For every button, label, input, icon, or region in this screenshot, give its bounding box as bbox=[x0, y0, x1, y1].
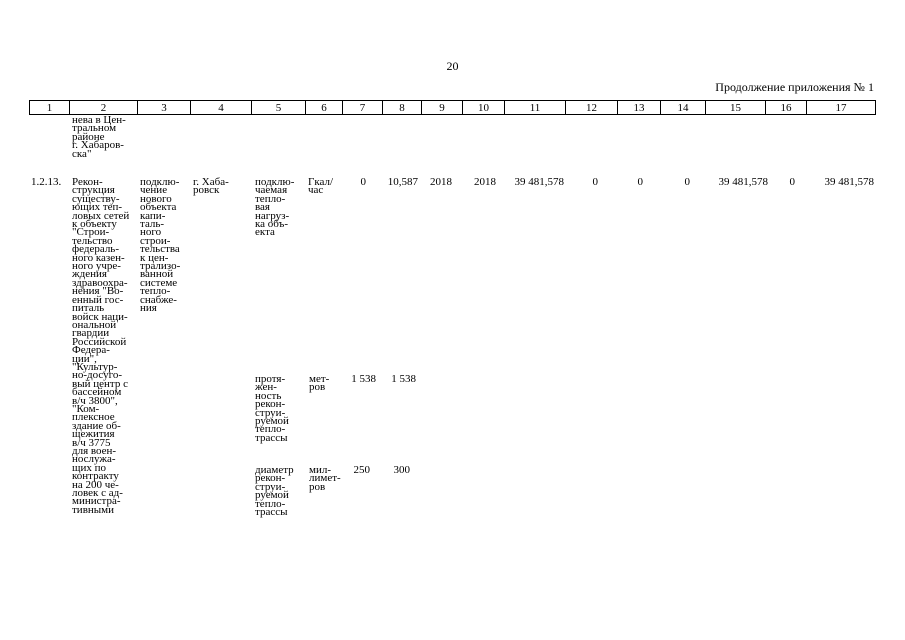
column-header: 6 bbox=[306, 101, 343, 115]
col17-value: 39 481,578 bbox=[824, 176, 874, 188]
object-name: Рекон- струкция существу- ющих теп- ловых сетей к объекту "Строи- тельство федераль- ного казен- ного учре- ждения здравоохра- нения "Во- енный гос- питаль войск наци- ональной гвардии Российской Федера- ции", "Культур- но-досуго- вый центр с бассейном в/ч 3800", "Ком- плексное здание об- щежития в/ч 3775 для воен- нослужа- щих по контракту на 200 че- ловек с ад- министра- тивными bbox=[72, 176, 130, 516]
column-header: 3 bbox=[138, 101, 191, 115]
param-diameter-after: 300 bbox=[393, 464, 410, 476]
year-start: 2018 bbox=[430, 176, 452, 188]
param-diameter-name: диаметр рекон- струи- руемой тепло- трассы bbox=[255, 464, 294, 519]
param-diameter-before: 250 bbox=[353, 464, 370, 476]
col13-value: 0 bbox=[637, 176, 643, 188]
column-header: 8 bbox=[383, 101, 422, 115]
col14-value: 0 bbox=[684, 176, 690, 188]
column-header: 15 bbox=[706, 101, 766, 115]
param-load-unit: Гкал/ час bbox=[308, 176, 334, 197]
object-goal: подклю- чение нового объекта капи- таль- ного строи- тельства к цен- трализо- ванной системе тепло- снабже- ния bbox=[140, 176, 181, 315]
column-header: 7 bbox=[343, 101, 383, 115]
column-header: 11 bbox=[505, 101, 566, 115]
previous-row-name-tail: нева в Цен- тральном районе г. Хабаров- ска" bbox=[72, 114, 126, 160]
column-header: 12 bbox=[566, 101, 618, 115]
page-number: 20 bbox=[446, 59, 459, 73]
param-length-unit: мет- ров bbox=[309, 373, 330, 394]
column-header: 17 bbox=[807, 101, 876, 115]
row-number: 1.2.13. bbox=[31, 176, 62, 188]
column-header: 5 bbox=[252, 101, 306, 115]
param-length-after: 1 538 bbox=[391, 373, 416, 385]
column-header: 16 bbox=[766, 101, 807, 115]
param-load-name: подклю- чаемая тепло- вая нагруз- ка объ- екта bbox=[255, 176, 295, 239]
param-diameter-unit: мил- лимет- ров bbox=[309, 464, 341, 493]
total-cost: 39 481,578 bbox=[514, 176, 564, 188]
year-end: 2018 bbox=[474, 176, 496, 188]
column-header: 4 bbox=[191, 101, 252, 115]
col12-value: 0 bbox=[592, 176, 598, 188]
column-header: 13 bbox=[618, 101, 661, 115]
param-load-before: 0 bbox=[360, 176, 366, 188]
column-header: 14 bbox=[661, 101, 706, 115]
column-header: 9 bbox=[422, 101, 463, 115]
param-load-after: 10,587 bbox=[387, 176, 418, 188]
object-location: г. Хаба- ровск bbox=[193, 176, 229, 197]
column-header: 1 bbox=[30, 101, 70, 115]
param-length-name: протя- жен- ность рекон- струи- руемой тепло- трассы bbox=[255, 373, 289, 444]
column-header: 2 bbox=[70, 101, 138, 115]
column-header-table bbox=[29, 100, 876, 115]
continuation-label: Продолжение приложения № 1 bbox=[715, 80, 874, 94]
header-row bbox=[30, 101, 876, 115]
column-header: 10 bbox=[463, 101, 505, 115]
param-length-before: 1 538 bbox=[351, 373, 376, 385]
col16-value: 0 bbox=[789, 176, 795, 188]
col15-value: 39 481,578 bbox=[718, 176, 768, 188]
